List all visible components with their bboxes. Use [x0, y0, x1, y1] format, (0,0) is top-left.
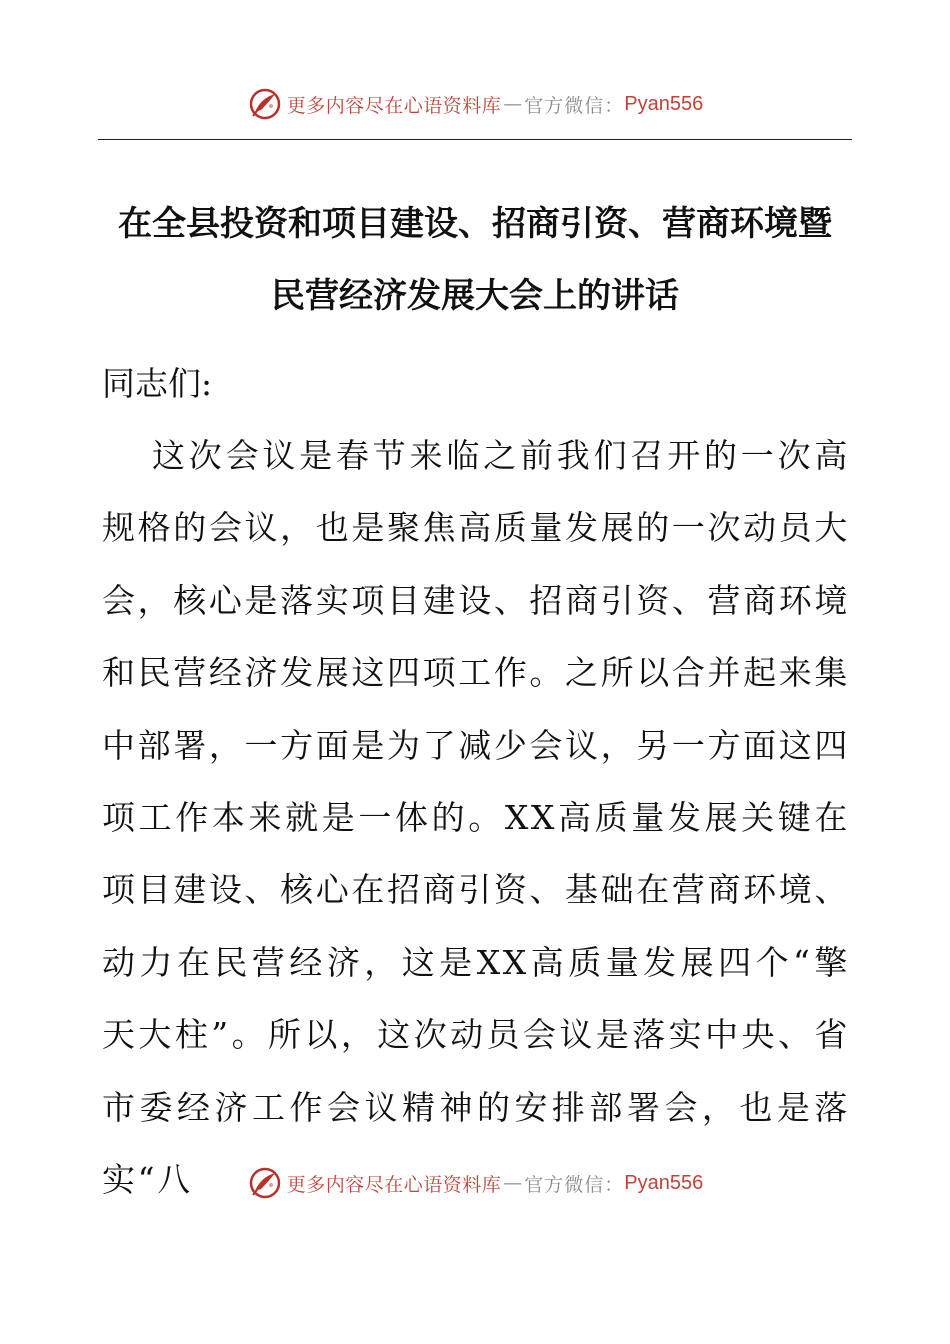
- watermark-dash: —: [503, 93, 523, 115]
- watermark-dash: —: [503, 1172, 523, 1194]
- pen-logo-icon: [247, 1165, 283, 1201]
- watermark-id: Pyan556: [624, 1171, 704, 1194]
- pen-logo-icon: [247, 86, 283, 122]
- body-paragraph: 这次会议是春节来临之前我们召开的一次高规格的会议，也是聚焦高质量发展的一次动员大会，核心是落实项目建设、招商引资、营商环境和民营经济发展这四项工作。之所以合并起来集中部署，一方面是为了减少会议，另一方面这四项工作本来就是一体的。XX高质量发展关键在项目建设、核心在招商引资、基础在营商环境、动力在民营经济，这是XX高质量发展四个“擎天大柱”。所以，这次动员会议是落实中央、省市委经济工作会议精神的安排部署会，也是落实“八: [102, 436, 850, 1200]
- title-line-1: 在全县投资和项目建设、招商引资、营商环境暨: [118, 204, 832, 244]
- watermark-label: 官方微信：: [524, 94, 625, 117]
- salutation: 同志们:: [102, 364, 213, 403]
- watermark-text: 更多内容尽在心语资料库: [286, 94, 502, 117]
- footer-watermark: [0, 1163, 950, 1203]
- page-title: [98, 188, 852, 332]
- watermark-text: 更多内容尽在心语资料库: [286, 1173, 502, 1196]
- header-divider: [98, 139, 852, 140]
- watermark-label: 官方微信：: [524, 1173, 625, 1196]
- header-watermark: [0, 84, 950, 124]
- watermark-id: Pyan556: [624, 92, 704, 115]
- title-line-2: 民营经济发展大会上的讲话: [271, 276, 679, 316]
